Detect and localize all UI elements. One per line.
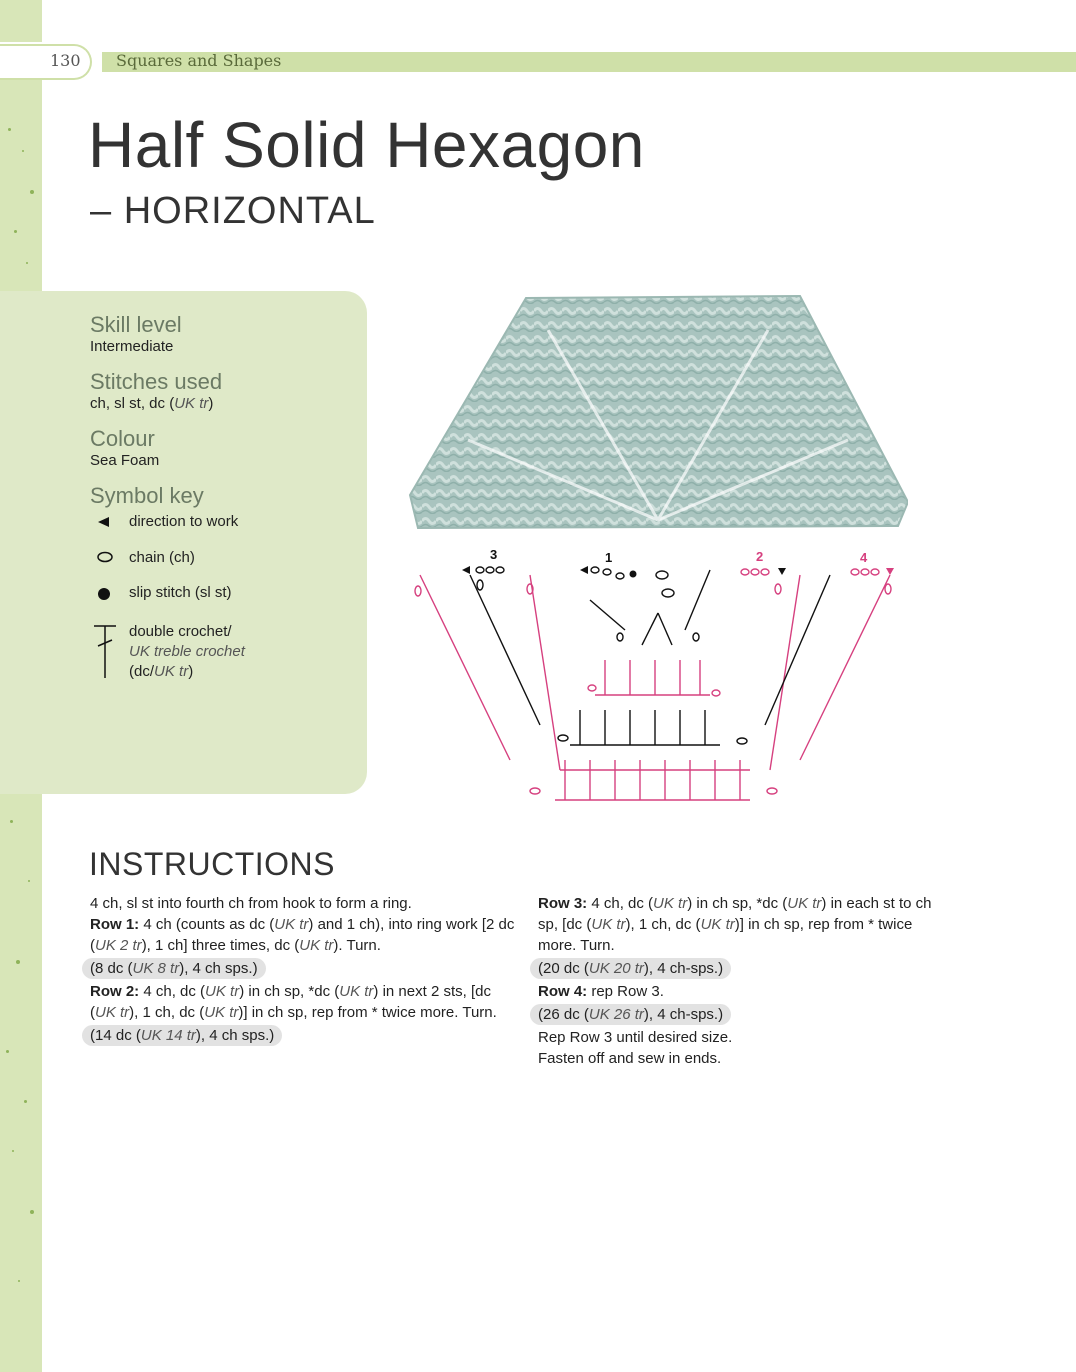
chart-slip-stitch-icon	[630, 571, 637, 578]
stitches-used-value: ch, sl st, dc (UK tr)	[90, 395, 214, 412]
speckle	[26, 262, 28, 264]
chart-arrow-icon	[580, 566, 588, 574]
row-2-stitch-count: (14 dc (UK 14 tr), 4 ch sps.)	[82, 1025, 282, 1046]
key-dc-line1: double crochet/	[129, 623, 232, 640]
key-chain-label: chain (ch)	[129, 549, 195, 566]
chart-row-label-3: 3	[490, 547, 498, 562]
instructions-row-4: Row 4: rep Row 3.	[538, 983, 664, 1000]
speckle	[24, 1100, 27, 1103]
instructions-column-right	[538, 893, 953, 1069]
crochet-chart-diagram	[410, 545, 910, 805]
instructions-row-3: Row 3: 4 ch, dc (UK tr) in ch sp, *dc (UK tr) in each st to ch sp, [dc (UK tr), 1 ch, dc (UK tr)] in ch sp, rep from * twice more. Turn.	[538, 895, 932, 954]
slip-stitch-symbol-icon	[97, 587, 111, 601]
skill-level-heading: Skill level	[90, 312, 182, 337]
symbol-key-heading: Symbol key	[90, 483, 204, 508]
key-slip-stitch-label: slip stitch (sl st)	[129, 584, 232, 601]
colour-heading: Colour	[90, 426, 155, 451]
skill-level-value: Intermediate	[90, 338, 174, 355]
speckle	[6, 1050, 9, 1053]
page-subtitle: – HORIZONTAL	[90, 190, 376, 232]
instructions-column-left	[90, 893, 520, 1048]
instructions-row-1: Row 1: 4 ch (counts as dc (UK tr) and 1 ch), into ring work [2 dc (UK 2 tr), 1 ch] three times, dc (UK tr). Turn.	[90, 916, 515, 954]
double-crochet-symbol-icon	[92, 624, 118, 680]
chart-row-label-2: 2	[756, 549, 764, 564]
key-direction-label: direction to work	[129, 513, 239, 530]
instructions-heading: INSTRUCTIONS	[89, 846, 335, 882]
speckle	[28, 880, 30, 882]
speckle	[30, 190, 34, 194]
chart-row-label-4: 4	[860, 550, 868, 565]
chart-arrow-icon	[778, 568, 786, 575]
speckle	[16, 960, 20, 964]
speckle	[18, 1280, 20, 1282]
row-3-stitch-count: (20 dc (UK 20 tr), 4 ch-sps.)	[530, 958, 731, 979]
chart-pink-rows	[415, 569, 891, 800]
key-dc-line3: (dc/UK tr)	[129, 663, 194, 680]
info-panel	[0, 291, 367, 794]
crochet-swatch-photo	[408, 290, 908, 535]
chart-arrow-icon	[462, 566, 470, 574]
speckle	[14, 230, 17, 233]
speckle	[10, 820, 13, 823]
section-name: Squares and Shapes	[116, 51, 282, 70]
direction-arrow-icon	[98, 516, 112, 528]
colour-value: Sea Foam	[90, 452, 160, 469]
key-dc-line2: UK treble crochet	[129, 643, 245, 660]
page-title: Half Solid Hexagon	[88, 109, 645, 181]
row-1-stitch-count: (8 dc (UK 8 tr), 4 ch sps.)	[82, 958, 266, 979]
stitches-used-heading: Stitches used	[90, 369, 223, 394]
instructions-row-2: Row 2: 4 ch, dc (UK tr) in ch sp, *dc (UK tr) in next 2 sts, [dc (UK tr), 1 ch, dc (UK tr)] in ch sp, rep from * twice more. Turn.	[90, 983, 497, 1021]
chart-arrow-icon	[886, 568, 894, 575]
speckle	[22, 150, 24, 152]
speckle	[30, 1210, 34, 1214]
speckle	[8, 128, 11, 131]
chain-symbol-icon	[96, 551, 114, 563]
page-number: 130	[50, 51, 81, 70]
row-4-stitch-count: (26 dc (UK 26 tr), 4 ch-sps.)	[530, 1004, 731, 1025]
instructions-intro: 4 ch, sl st into fourth ch from hook to form a ring.	[90, 895, 412, 912]
speckle	[12, 1150, 14, 1152]
instructions-fasten-off: Fasten off and sew in ends.	[538, 1050, 722, 1067]
instructions-repeat: Rep Row 3 until desired size.	[538, 1029, 733, 1046]
chart-row-label-1: 1	[605, 550, 613, 565]
key-double-crochet-label	[129, 622, 245, 682]
